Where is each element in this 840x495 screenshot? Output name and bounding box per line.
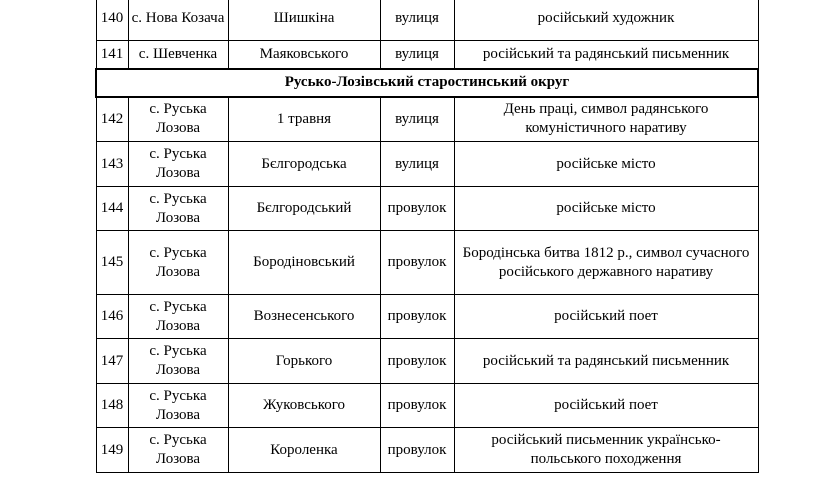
street-name-cell: Бородіновський bbox=[228, 231, 380, 295]
table-row bbox=[96, 295, 758, 339]
street-name-cell: Вознесенського bbox=[228, 295, 380, 339]
settlement-cell: с. Руська Лозова bbox=[128, 384, 228, 428]
street-name-cell: Короленка bbox=[228, 428, 380, 473]
table-row bbox=[96, 41, 758, 69]
settlement-cell: с. Нова Козача bbox=[128, 0, 228, 41]
reason-cell: російське місто bbox=[454, 187, 758, 231]
object-type-cell: вулиця bbox=[380, 142, 454, 187]
street-name-cell: Горького bbox=[228, 339, 380, 384]
reason-cell: російський художник bbox=[454, 0, 758, 41]
object-type-cell: провулок bbox=[380, 339, 454, 384]
reason-cell: російський та радянський письменник bbox=[454, 41, 758, 69]
row-number: 143 bbox=[96, 142, 128, 187]
table-row bbox=[96, 428, 758, 473]
row-number: 146 bbox=[96, 295, 128, 339]
object-type-cell: вулиця bbox=[380, 0, 454, 41]
object-type-cell: вулиця bbox=[380, 41, 454, 69]
row-number: 141 bbox=[96, 41, 128, 69]
row-number: 148 bbox=[96, 384, 128, 428]
renaming-table bbox=[95, 0, 759, 473]
object-type-cell: провулок bbox=[380, 384, 454, 428]
settlement-cell: с. Руська Лозова bbox=[128, 339, 228, 384]
reason-cell: російський поет bbox=[454, 295, 758, 339]
street-name-cell: Жуковського bbox=[228, 384, 380, 428]
row-number: 149 bbox=[96, 428, 128, 473]
object-type-cell: провулок bbox=[380, 231, 454, 295]
table-row bbox=[96, 97, 758, 142]
row-number: 142 bbox=[96, 97, 128, 142]
reason-cell: російське місто bbox=[454, 142, 758, 187]
settlement-cell: с. Руська Лозова bbox=[128, 187, 228, 231]
table-row bbox=[96, 187, 758, 231]
object-type-cell: вулиця bbox=[380, 97, 454, 142]
settlement-cell: с. Руська Лозова bbox=[128, 428, 228, 473]
section-title: Русько-Лозівський старостинський округ bbox=[96, 69, 758, 97]
object-type-cell: провулок bbox=[380, 187, 454, 231]
reason-cell: День праці, символ радянського комуністичного наративу bbox=[454, 97, 758, 142]
row-number: 145 bbox=[96, 231, 128, 295]
settlement-cell: с. Руська Лозова bbox=[128, 142, 228, 187]
table-row bbox=[96, 142, 758, 187]
table-row bbox=[96, 339, 758, 384]
object-type-cell: провулок bbox=[380, 428, 454, 473]
row-number: 140 bbox=[96, 0, 128, 41]
reason-cell: російський поет bbox=[454, 384, 758, 428]
reason-cell: російський та радянський письменник bbox=[454, 339, 758, 384]
table-row bbox=[96, 0, 758, 41]
row-number: 147 bbox=[96, 339, 128, 384]
table-row bbox=[96, 384, 758, 428]
table-row bbox=[96, 231, 758, 295]
street-name-cell: Бєлгородська bbox=[228, 142, 380, 187]
street-name-cell: 1 травня bbox=[228, 97, 380, 142]
street-name-cell: Шишкіна bbox=[228, 0, 380, 41]
settlement-cell: с. Руська Лозова bbox=[128, 231, 228, 295]
reason-cell: російський письменник українсько-польського походження bbox=[454, 428, 758, 473]
object-type-cell: провулок bbox=[380, 295, 454, 339]
settlement-cell: с. Шевченка bbox=[128, 41, 228, 69]
street-name-cell: Бєлгородський bbox=[228, 187, 380, 231]
row-number: 144 bbox=[96, 187, 128, 231]
section-header-row bbox=[96, 69, 758, 97]
settlement-cell: с. Руська Лозова bbox=[128, 295, 228, 339]
settlement-cell: с. Руська Лозова bbox=[128, 97, 228, 142]
street-name-cell: Маяковського bbox=[228, 41, 380, 69]
reason-cell: Бородінська битва 1812 р., символ сучасного російського державного наративу bbox=[454, 231, 758, 295]
